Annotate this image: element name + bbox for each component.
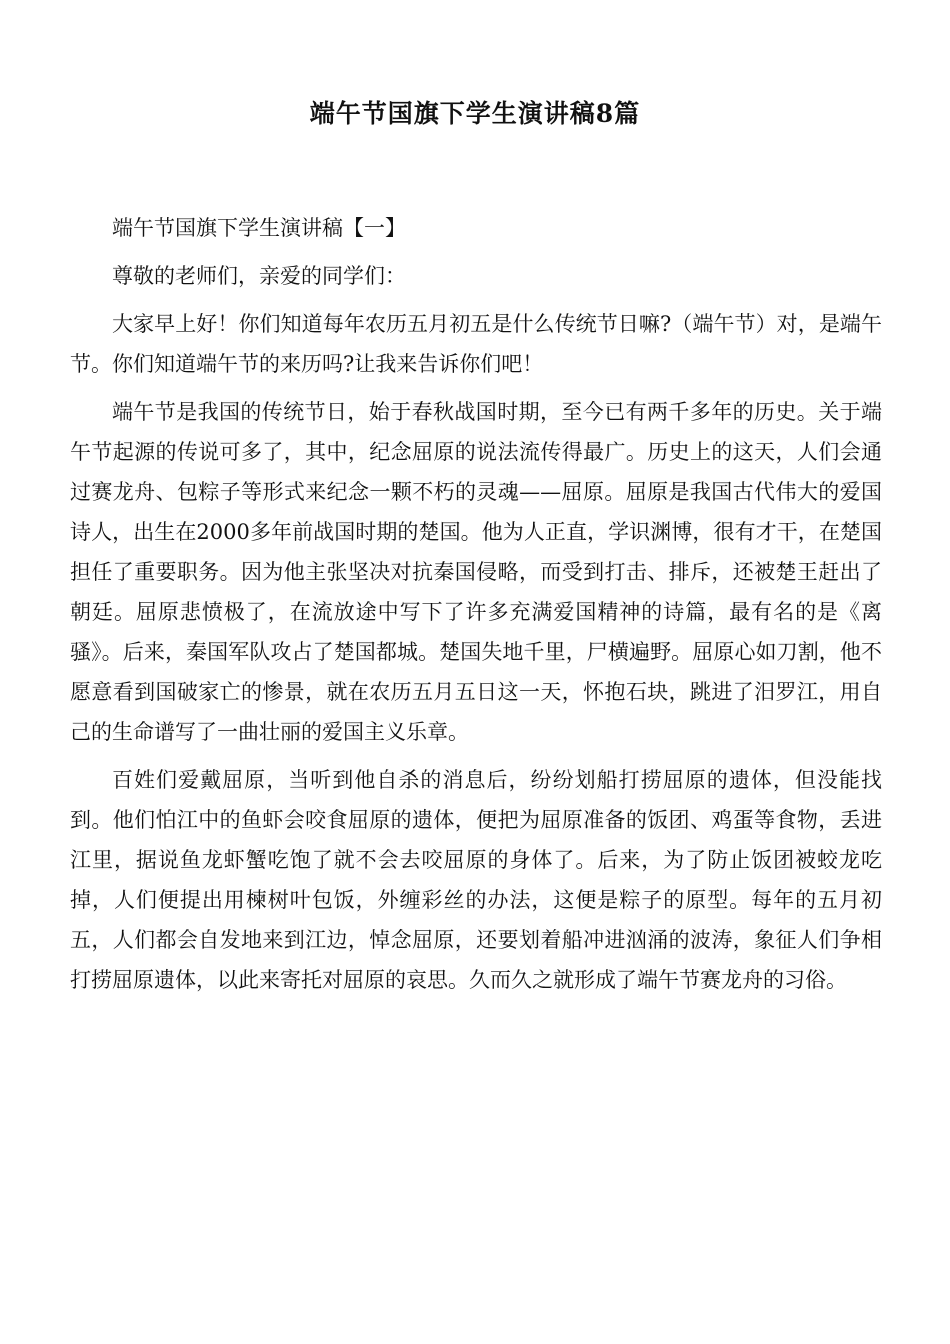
section-heading: 端午节国旗下学生演讲稿【一】 — [112, 216, 406, 240]
body-paragraph: 百姓们爱戴屈原，当听到他自杀的消息后，纷纷划船打捞屈原的遗体，但没能找到。他们怕江中的鱼虾会咬食屈原的遗体，便把为屈原准备的饭团、鸡蛋等食物，丢进江里，据说鱼龙虾蟹吃饱了就不会去咬屈原的身体了。后来，为了防止饭团被蛟龙吃掉，人们便提出用楝树叶包饭，外缠彩丝的办法，这便是粽子的原型。每年的五月初五，人们都会自发地来到江边，悼念屈原，还要划着船冲进汹涌的波涛，象征人们争相打捞屈原遗体，以此来寄托对屈原的哀思。久而久之就形成了端午节赛龙舟的习俗。 — [70, 768, 882, 992]
body-paragraph: 端午节是我国的传统节日，始于春秋战国时期，至今已有两千多年的历史。关于端午节起源的传说可多了，其中，纪念屈原的说法流传得最广。历史上的这天，人们会通过赛龙舟、包粽子等形式来纪念一颗不朽的灵魂——屈原。屈原是我国古代伟大的爱国诗人，出生在2000多年前战国时期的楚国。他为人正直，学识渊博，很有才干，在楚国担任了重要职务。因为他主张坚决对抗秦国侵略，而受到打击、排斥，还被楚王赶出了朝廷。屈原悲愤极了，在流放途中写下了许多充满爱国精神的诗篇，最有名的是《离骚》。后来，秦国军队攻占了楚国都城。楚国失地千里，尸横遍野。屈原心如刀割，他不愿意看到国破家亡的惨景，就在农历五月五日这一天，怀抱石块，跳进了汨罗江，用自己的生命谱写了一曲壮丽的爱国主义乐章。 — [70, 400, 882, 744]
document-title: 端午节国旗下学生演讲稿8篇 — [309, 99, 641, 128]
salutation-paragraph: 尊敬的老师们，亲爱的同学们： — [112, 264, 406, 288]
document-body — [70, 208, 882, 1008]
body-paragraph: 大家早上好！你们知道每年农历五月初五是什么传统节日嘛?（端午节）对，是端午节。你们知道端午节的来历吗?让我来告诉你们吧！ — [70, 312, 882, 376]
